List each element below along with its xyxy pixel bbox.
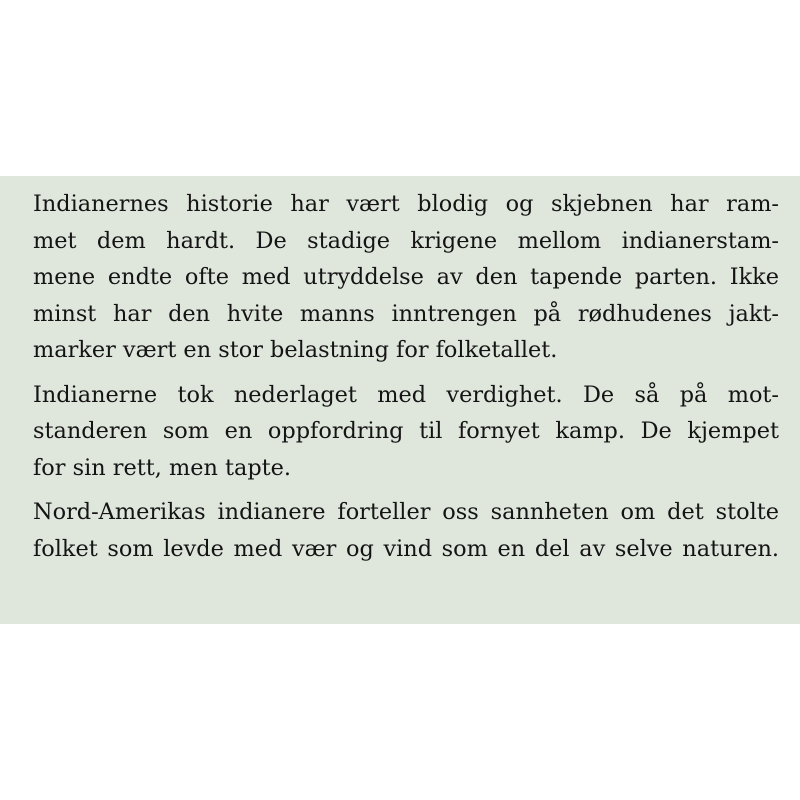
text-line: Indianerne tok nederlaget med verdighet. De så på mot- — [33, 381, 779, 408]
paragraph-3 — [33, 494, 779, 567]
text-line: standeren som en oppfordring til fornyet kamp. De kjempet — [33, 418, 779, 444]
text-line: minst har den hvite manns inntrengen på rødhudenes jakt- — [33, 300, 779, 327]
text-line: Nord-Amerikas indianere forteller oss sannheten om det stolte — [33, 499, 779, 525]
text-line: Indianernes historie har vært blodig og skjebnen har ram- — [33, 191, 779, 217]
paragraph-2 — [33, 377, 779, 487]
paragraph-1 — [33, 186, 779, 369]
text-line: for sin rett, men tapte. — [33, 454, 292, 481]
text-line: folket som levde med vær og vind som en del av selve naturen. — [33, 535, 779, 562]
text-line: mene endte ofte med utryddelse av den tapende parten. Ikke — [33, 264, 779, 290]
text-line: met dem hardt. De stadige krigene mellom indianerstam- — [33, 227, 779, 254]
body-text — [33, 186, 779, 575]
book-page — [0, 176, 800, 624]
text-line: marker vært en stor belastning for folketallet. — [33, 337, 558, 363]
